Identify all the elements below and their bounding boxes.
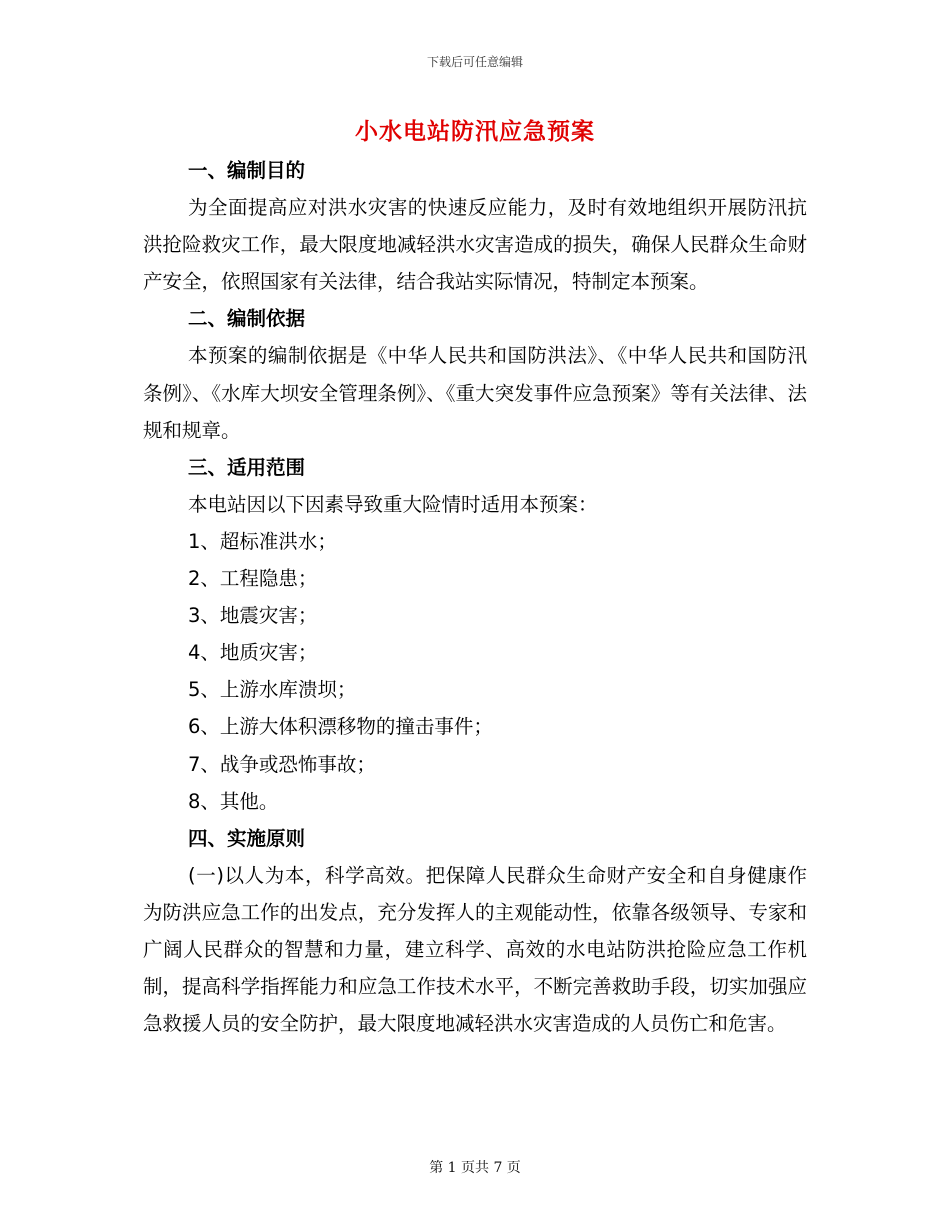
list-item: 3、地震灾害；	[188, 604, 318, 628]
section-heading: 四、实施原则	[188, 826, 306, 850]
page-header: 下载后可任意编辑	[426, 55, 523, 69]
section-heading: 三、适用范围	[188, 455, 306, 479]
list-item: 8、其他。	[188, 789, 279, 813]
list-item: 7、战争或恐怖事故；	[188, 752, 376, 776]
section-intro: 本电站因以下因素导致重大险情时适用本预案：	[188, 492, 598, 516]
list-item: 1、超标准洪水；	[188, 529, 337, 553]
list-item: 4、地质灾害；	[188, 641, 318, 665]
page-footer: 第 1 页共 7 页	[429, 1160, 521, 1176]
section-paragraph: 本预案的编制依据是《中华人民共和国防洪法》、《中华人民共和国防汛条例》、《水库大坝安全管理条例》、《重大突发事件应急预案》等有关法律、法规和规章。	[143, 344, 807, 442]
list-item: 2、工程隐患；	[188, 567, 318, 591]
document-title: 小水电站防汛应急预案	[355, 119, 595, 145]
section-paragraph: (一)以人为本，科学高效。把保障人民群众生命财产安全和自身健康作为防洪应急工作的出发点，充分发挥人的主观能动性，依靠各级领导、专家和广阔人民群众的智慧和力量，建立科学、高效的水电站防洪抢险应急工作机制，提高科学指挥能力和应急工作技术水平，不断完善救助手段，切实加强应急救援人员的安全防护，最大限度地减轻洪水灾害造成的人员伤亡和危害。	[143, 863, 807, 1036]
section-heading: 一、编制目的	[188, 159, 306, 182]
section-paragraph: 为全面提高应对洪水灾害的快速反应能力，及时有效地组织开展防汛抗洪抢险救灾工作，最大限度地减轻洪水灾害造成的损失，确保人民群众生命财产安全，依照国家有关法律，结合我站实际情况，特制定本预案。	[143, 196, 807, 294]
document-body	[143, 152, 807, 1042]
list-item: 6、上游大体积漂移物的撞击事件；	[188, 715, 493, 739]
list-item: 5、上游水库溃坝；	[188, 678, 357, 702]
section-heading: 二、编制依据	[188, 307, 306, 331]
